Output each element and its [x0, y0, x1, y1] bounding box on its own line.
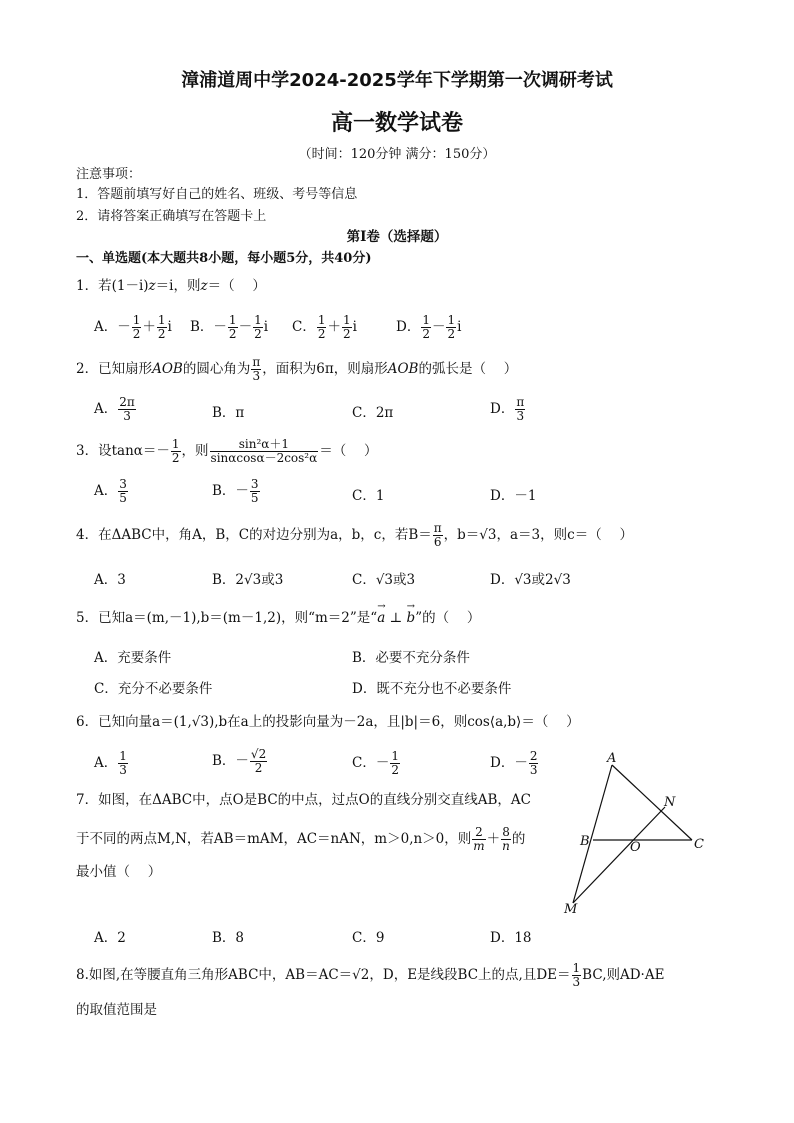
notes-heading: 注意事项： — [76, 167, 142, 182]
label-n: N — [664, 795, 676, 810]
question-2: 2．已知扇形AOB的圆心角为 $\frac{\pi}{3}$ ，面积为6π，则扇形AOB的弧长是（ ） — [76, 355, 518, 383]
q2-option-a[interactable]: A． $\frac{2\pi}{3}$ — [94, 395, 135, 423]
question-8-line-1: 8.如图,在等腰直角三角形ABC中，AB＝AC＝√2，D，E是线段BC上的点,且DE＝ $\frac{1}{3}$ BC,则AD·AE — [76, 961, 665, 989]
q6-option-b[interactable]: B．－ $\frac{√2}{2}$ — [212, 747, 267, 775]
q6-option-c[interactable]: C．－ $\frac{1}{2}$ — [352, 749, 399, 777]
q3-option-d[interactable]: D．－1 — [490, 488, 537, 504]
label-a: A — [607, 751, 617, 766]
label-c: C — [694, 837, 704, 852]
q6-option-a[interactable]: A． $\frac{1}{3}$ — [94, 749, 127, 777]
question-3: 3．设tanα＝－ $\frac{1}{2}$ ，则 $\frac{\text{sin²α＋1}}{\text{sinαcosα－2cos²α}}$ ＝（ ） — [76, 437, 378, 465]
q1-option-c[interactable]: C． $\frac{1}{2}$ ＋ $\frac{1}{2}$ i — [292, 313, 357, 341]
triangle-figure — [560, 750, 710, 920]
school-title: 漳浦道周中学2024-2025学年下学期第一次调研考试 — [181, 70, 613, 91]
q7-option-d[interactable]: D．18 — [490, 930, 532, 946]
q6-option-d[interactable]: D．－ $\frac{2}{3}$ — [490, 749, 538, 777]
q1-option-a[interactable]: A．－ $\frac{1}{2}$ ＋ $\frac{1}{2}$ i — [94, 313, 172, 341]
q5-option-b[interactable]: B．必要不充分条件 — [352, 650, 470, 666]
time-info: （时间：120分钟 满分：150分） — [298, 147, 496, 162]
part-title: 一、单选题(本大题共8小题，每小题5分，共40分) — [76, 251, 372, 266]
q4-option-d[interactable]: D．√3或2√3 — [490, 572, 571, 588]
question-4: 4．在ΔABC中，角A，B，C的对边分别为a，b，c，若B＝ $\frac{\pi}{6}$ ，b＝√3，a＝3，则c＝（ ） — [76, 521, 633, 549]
note-item: 2．请将答案正确填写在答题卡上 — [76, 209, 267, 224]
label-m: M — [564, 902, 578, 917]
label-o: O — [630, 840, 641, 855]
q3-option-c[interactable]: C．1 — [352, 488, 385, 504]
paper-title: 高一数学试卷 — [330, 111, 463, 136]
q2-option-b[interactable]: B．π — [212, 405, 245, 421]
q5-option-d[interactable]: D．既不充分也不必要条件 — [352, 681, 512, 697]
question-8-line-2: 的取值范围是 — [76, 1002, 157, 1018]
question-5: 5．已知a＝(m,－1),b＝(m－1,2)，则“m＝2”是“→ a ⊥ → b”的（ ） — [76, 608, 480, 628]
q4-option-a[interactable]: A．3 — [94, 572, 126, 588]
q5-option-c[interactable]: C．充分不必要条件 — [94, 681, 213, 697]
question-1: 1．若(1－i)z＝i，则z＝（ ） — [76, 278, 266, 294]
note-item: 1．答题前填写好自己的姓名、班级、考号等信息 — [76, 187, 358, 202]
question-7-line-2: 于不同的两点M,N，若AB＝mAM，AC＝nAN，m＞0,n＞0，则 $\frac{2}{m}$ ＋ $\frac{8}{n}$ 的 — [76, 825, 526, 853]
q7-option-a[interactable]: A．2 — [94, 930, 126, 946]
q1-option-b[interactable]: B．－ $\frac{1}{2}$ － $\frac{1}{2}$ i — [190, 313, 269, 341]
q3-option-b[interactable]: B．－ $\frac{3}{5}$ — [212, 477, 259, 505]
q2-option-d[interactable]: D． $\frac{\pi}{3}$ — [490, 395, 525, 423]
label-b: B — [580, 834, 590, 849]
question-6: 6．已知向量a＝(1,√3),b在a上的投影向量为－2a，且|b|＝6，则cos⟨a,b⟩＝（ ） — [76, 714, 580, 730]
q3-option-a[interactable]: A． $\frac{3}{5}$ — [94, 477, 127, 505]
q5-option-a[interactable]: A．充要条件 — [94, 650, 172, 666]
line-ac — [612, 765, 692, 840]
q2-option-c[interactable]: C．2π — [352, 405, 394, 421]
question-7-line-1: 7．如图，在ΔABC中，点O是BC的中点，过点O的直线分别交直线AB，AC — [76, 792, 531, 808]
question-7-line-3: 最小值（ ） — [76, 864, 162, 880]
q4-option-b[interactable]: B．2√3或3 — [212, 572, 284, 588]
q7-option-b[interactable]: B．8 — [212, 930, 245, 946]
q7-option-c[interactable]: C．9 — [352, 930, 385, 946]
q1-option-d[interactable]: D． $\frac{1}{2}$ － $\frac{1}{2}$ i — [396, 313, 462, 341]
section-title: 第Ⅰ卷（选择题） — [346, 229, 448, 245]
q4-option-c[interactable]: C．√3或3 — [352, 572, 416, 588]
